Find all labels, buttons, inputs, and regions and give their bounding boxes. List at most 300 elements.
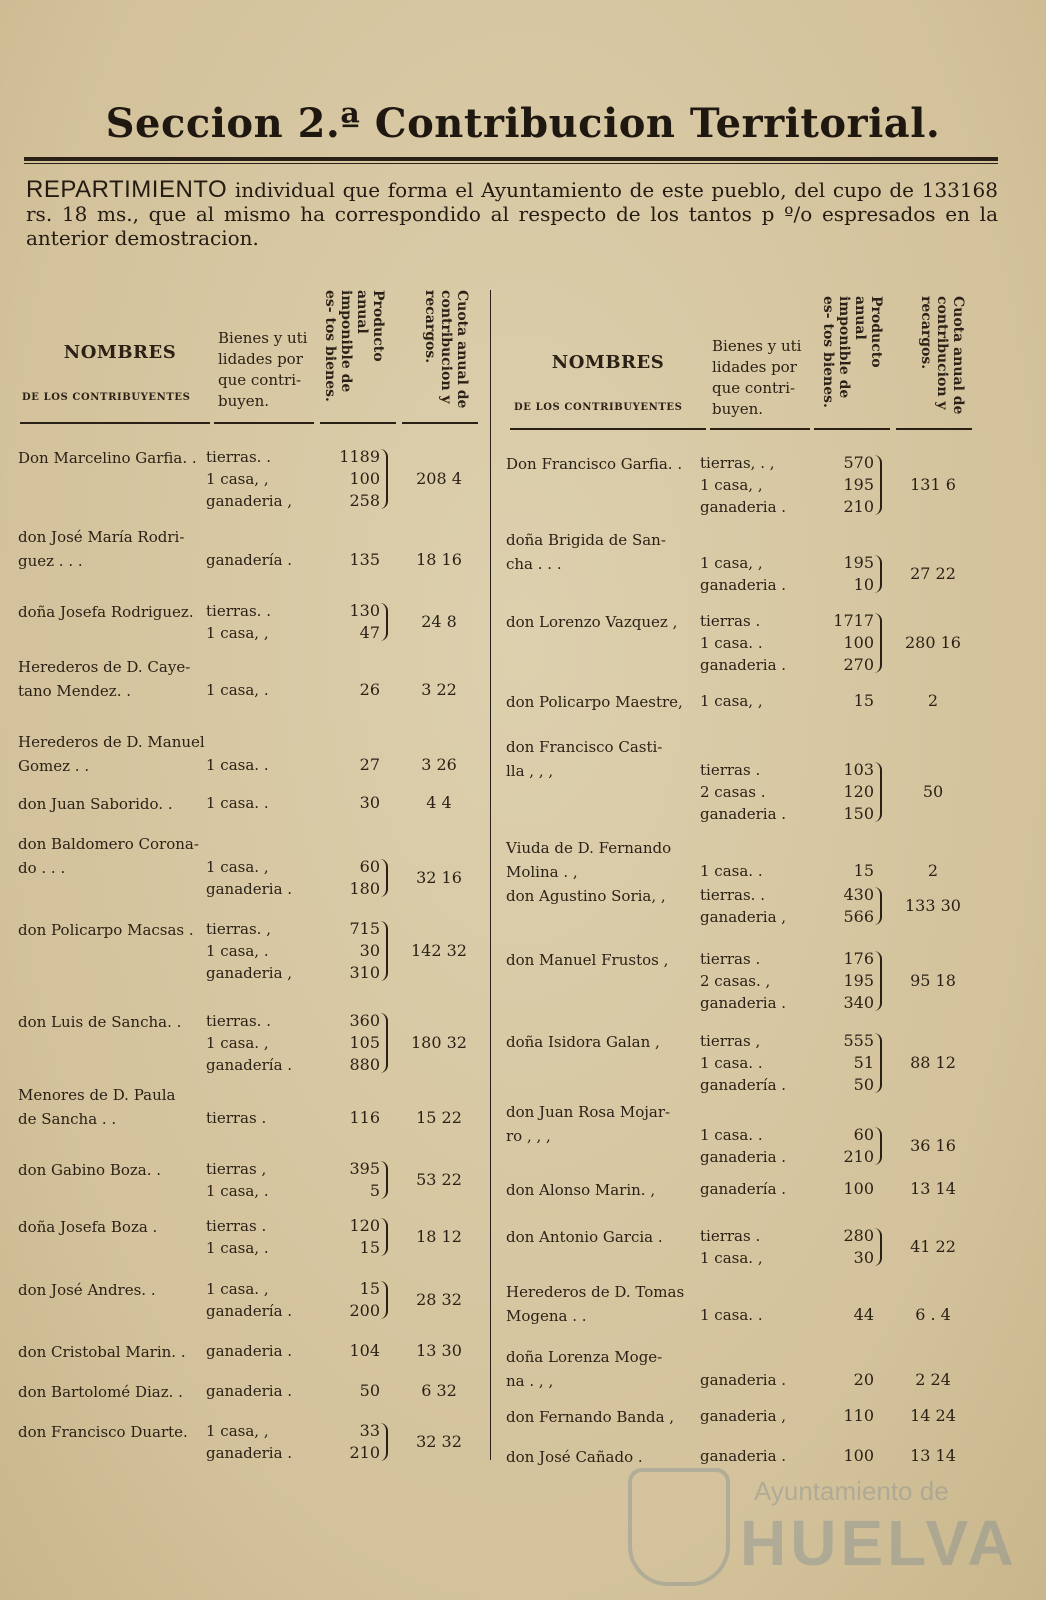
name-line: don Francisco Casti-	[506, 738, 663, 756]
intro-lead: REPARTIMIENTO	[26, 176, 228, 203]
product-value: 566	[843, 907, 874, 926]
watermark	[628, 1458, 1028, 1588]
left-product-values	[334, 1158, 380, 1202]
name-line: na . , ,	[506, 1372, 554, 1390]
product-value: 1717	[833, 611, 874, 630]
left-header-rule	[402, 422, 478, 424]
product-value: 176	[843, 949, 874, 968]
product-value: 570	[843, 453, 874, 472]
name-line: Herederos de D. Caye-	[18, 658, 191, 676]
brace-mark	[874, 1127, 882, 1165]
name-line: don José Andres. .	[18, 1281, 156, 1299]
product-value: 60	[853, 1125, 874, 1144]
left-tax-amount: 3 26	[421, 755, 457, 774]
name-line: doña Brigida de San-	[506, 531, 666, 549]
goods-line: tierras. .	[206, 1012, 271, 1030]
name-line: don Lorenzo Vazquez ,	[506, 613, 678, 631]
right-goods	[700, 860, 763, 882]
goods-line: 2 casas .	[700, 783, 766, 801]
right-contributor-name	[506, 1030, 660, 1054]
title-rule	[24, 157, 998, 161]
name-line: don Francisco Duarte.	[18, 1423, 188, 1441]
product-value: 210	[843, 497, 874, 516]
product-value: 50	[853, 1075, 874, 1094]
right-contributor-name	[506, 610, 677, 634]
left-contributor-name	[18, 1340, 186, 1364]
right-goods	[700, 1304, 763, 1326]
right-contributor-name	[506, 1178, 655, 1202]
goods-line: ganaderia ,	[700, 1407, 787, 1425]
left-goods	[206, 754, 269, 776]
right-product-values	[828, 1030, 874, 1096]
brace-mark	[380, 1161, 388, 1199]
right-tax-amount: 95 18	[910, 971, 956, 990]
bienes-line: Bienes y uti	[218, 329, 308, 347]
product-value: 47	[359, 623, 380, 642]
left-product-values	[334, 1380, 380, 1402]
left-product-values	[334, 792, 380, 814]
product-value: 100	[349, 469, 380, 488]
left-contributor-name	[18, 446, 197, 470]
right-goods	[700, 1445, 786, 1467]
goods-line: tierras. .	[206, 602, 271, 620]
left-contributor-name	[18, 1278, 156, 1302]
product-value: 30	[359, 793, 380, 812]
name-line: don Agustino Soria, ,	[506, 887, 666, 905]
product-value: 30	[359, 941, 380, 960]
goods-line: ganaderia .	[206, 1342, 293, 1360]
right-tax-amount: 27 22	[910, 564, 956, 583]
left-product-values	[334, 1010, 380, 1076]
name-line: don Policarpo Maestre,	[506, 693, 683, 711]
name-line: ro , , ,	[506, 1127, 551, 1145]
left-goods	[206, 1010, 292, 1076]
right-product-values	[828, 690, 874, 712]
left-goods	[206, 1158, 269, 1202]
name-line: don Fernando Banda ,	[506, 1408, 675, 1426]
product-value: 555	[843, 1031, 874, 1050]
left-contributor-name	[18, 918, 194, 942]
left-goods	[206, 1420, 292, 1464]
brace-mark	[874, 887, 882, 925]
brace-mark	[380, 603, 388, 641]
product-value: 360	[349, 1011, 380, 1030]
bienes-line: que contri-	[218, 371, 302, 389]
right-header-names: NOMBRES	[551, 352, 665, 373]
goods-line: 1 casa, .	[206, 1182, 269, 1200]
right-tax-amount: 2	[927, 691, 939, 710]
left-product-values	[334, 1215, 380, 1259]
product-value: 280	[843, 1226, 874, 1245]
goods-line: ganaderia .	[700, 994, 787, 1012]
goods-line: 1 casa, .	[206, 681, 269, 699]
product-value: 120	[843, 782, 874, 801]
brace-mark	[874, 951, 882, 1011]
name-line: Viuda de D. Fernando	[506, 839, 672, 857]
left-goods	[206, 792, 269, 814]
right-header-rule	[896, 428, 972, 430]
right-goods	[700, 1178, 786, 1200]
goods-line: tierras .	[700, 612, 761, 630]
product-value: 15	[359, 1238, 380, 1257]
goods-line: tierras, . ,	[700, 454, 775, 472]
right-tax-amount: 280 16	[905, 633, 961, 652]
brace-mark	[380, 1218, 388, 1256]
left-product-values	[334, 1340, 380, 1362]
left-contributor-name	[18, 655, 190, 703]
right-tax-amount: 88 12	[910, 1053, 956, 1072]
right-product-values	[828, 610, 874, 676]
right-goods	[700, 610, 786, 676]
left-goods	[206, 1340, 292, 1362]
name-line: don Juan Rosa Mojar-	[506, 1103, 671, 1121]
product-value: 100	[843, 1179, 874, 1198]
brace-mark	[380, 1423, 388, 1461]
product-value: 258	[349, 491, 380, 510]
left-contributor-name	[18, 1158, 161, 1182]
name-line: Don Marcelino Garfia. .	[18, 449, 197, 467]
left-goods	[206, 1278, 292, 1322]
product-value: 26	[359, 680, 380, 699]
name-line: Mogena . .	[506, 1307, 587, 1325]
left-header-bienes	[218, 328, 307, 412]
right-goods	[700, 1124, 786, 1168]
left-tax-amount: 3 22	[421, 680, 457, 699]
name-line: don Baldomero Corona-	[18, 835, 199, 853]
goods-line: ganaderia .	[700, 1148, 787, 1166]
name-line: don Policarpo Macsas .	[18, 921, 194, 939]
product-value: 15	[853, 691, 874, 710]
product-value: 340	[843, 993, 874, 1012]
brace-mark	[380, 1281, 388, 1319]
left-tax-amount: 142 32	[411, 941, 467, 960]
goods-line: 1 casa. .	[700, 862, 763, 880]
name-line: do . . .	[18, 859, 66, 877]
right-goods	[700, 884, 786, 928]
right-contributor-name	[506, 1100, 670, 1148]
right-goods	[700, 1225, 763, 1269]
left-product-values	[334, 1278, 380, 1322]
product-value: 200	[349, 1301, 380, 1320]
product-value: 30	[853, 1248, 874, 1267]
name-line: don Alonso Marin. ,	[506, 1181, 656, 1199]
product-value: 100	[843, 1446, 874, 1465]
goods-line: 1 casa. ,	[206, 858, 269, 876]
right-product-values	[828, 1304, 874, 1326]
brace-mark	[380, 1013, 388, 1073]
right-goods	[700, 948, 786, 1014]
name-line: don Cristobal Marin. .	[18, 1343, 186, 1361]
goods-line: ganaderia .	[700, 1447, 787, 1465]
right-goods	[700, 1369, 786, 1391]
left-contributor-name	[18, 792, 173, 816]
name-line: Don Francisco Garfia. .	[506, 455, 683, 473]
left-tax-amount: 18 12	[416, 1227, 462, 1246]
product-value: 430	[843, 885, 874, 904]
right-header-producto: Producto anual imponible de es- tos bienes.	[820, 296, 884, 408]
bienes-line: buyen.	[218, 392, 270, 410]
name-line: Menores de D. Paula	[18, 1086, 176, 1104]
goods-line: tierras .	[700, 1227, 761, 1245]
left-goods	[206, 918, 292, 984]
goods-line: ganadería .	[700, 1180, 787, 1198]
brace-mark	[380, 921, 388, 981]
goods-line: ganadería .	[206, 1302, 293, 1320]
right-tax-amount: 41 22	[910, 1237, 956, 1256]
brace-mark	[380, 859, 388, 897]
left-product-values	[334, 754, 380, 776]
name-line: tano Mendez. .	[18, 682, 132, 700]
name-line: doña Josefa Boza .	[18, 1218, 158, 1236]
product-value: 44	[853, 1305, 874, 1324]
product-value: 20	[853, 1370, 874, 1389]
left-header-producto: Producto anual imponible de es- tos bienes.	[322, 290, 386, 402]
product-value: 103	[843, 760, 874, 779]
left-tax-amount: 6 32	[421, 1381, 457, 1400]
right-header-cuota: Cuota anual de contribucion y recargos.	[918, 296, 966, 415]
product-value: 130	[349, 601, 380, 620]
right-contributor-name	[506, 1405, 674, 1429]
goods-line: 1 casa, ,	[206, 1422, 269, 1440]
right-product-values	[828, 452, 874, 518]
product-value: 110	[843, 1406, 874, 1425]
product-value: 195	[843, 475, 874, 494]
goods-line: 1 casa. .	[206, 794, 269, 812]
right-product-values	[828, 1225, 874, 1269]
brace-mark	[874, 455, 882, 515]
right-tax-amount: 2	[927, 861, 939, 880]
product-value: 50	[359, 1381, 380, 1400]
goods-line: 1 casa. .	[700, 634, 763, 652]
right-product-values	[828, 860, 874, 882]
watermark-line2: HUELVA	[740, 1507, 1018, 1579]
goods-line: tierras. ,	[206, 920, 271, 938]
left-tax-amount: 28 32	[416, 1290, 462, 1309]
name-line: don Bartolomé Diaz. .	[18, 1383, 183, 1401]
goods-line: ganaderia .	[700, 1371, 787, 1389]
product-value: 15	[359, 1279, 380, 1298]
product-value: 116	[349, 1108, 380, 1127]
goods-line: ganaderia ,	[700, 908, 787, 926]
goods-line: 1 casa. ,	[206, 1034, 269, 1052]
brace-mark	[874, 1033, 882, 1093]
product-value: 135	[349, 550, 380, 569]
right-contributor-name	[506, 1345, 662, 1393]
name-line: guez . . .	[18, 552, 83, 570]
name-line: don Gabino Boza. .	[18, 1161, 162, 1179]
left-product-values	[334, 1420, 380, 1464]
right-contributor-name	[506, 452, 682, 476]
right-contributor-name	[506, 735, 662, 783]
left-contributor-name	[18, 832, 199, 880]
name-line: don José María Rodri-	[18, 528, 185, 546]
name-line: Molina . ,	[506, 863, 578, 881]
product-value: 880	[349, 1055, 380, 1074]
intro-text: individual que forma el Ayuntamiento de este pueblo, del cupo de 133168 rs. 18 ms., que al mismo ha correspondido al respecto de los tantos p º/o espresados en la anterior demostracion.	[26, 178, 998, 250]
goods-line: 1 casa. .	[700, 1126, 763, 1144]
goods-line: ganadería .	[700, 1076, 787, 1094]
goods-line: ganaderia ,	[206, 964, 293, 982]
goods-line: tierras .	[206, 1109, 267, 1127]
goods-line: ganaderia .	[206, 1382, 293, 1400]
goods-line: 1 casa. ,	[206, 1280, 269, 1298]
brace-mark	[874, 613, 882, 673]
right-contributor-name	[506, 1280, 684, 1328]
product-value: 395	[349, 1159, 380, 1178]
left-header-cuota: Cuota anual de contribucion y recargos.	[422, 290, 470, 409]
left-tax-amount: 32 32	[416, 1432, 462, 1451]
right-contributor-name	[506, 884, 666, 908]
product-value: 10	[853, 575, 874, 594]
right-header-rule	[814, 428, 890, 430]
goods-line: 2 casas. ,	[700, 972, 771, 990]
goods-line: 1 casa, ,	[700, 554, 763, 572]
left-tax-amount: 53 22	[416, 1170, 462, 1189]
bienes-line: lidades por	[712, 358, 797, 376]
product-value: 33	[359, 1421, 380, 1440]
name-line: don Juan Saborido. .	[18, 795, 173, 813]
brace-mark	[874, 762, 882, 822]
right-contributor-name	[506, 690, 683, 714]
goods-line: ganaderia .	[206, 1444, 293, 1462]
left-header-rule	[320, 422, 396, 424]
product-value: 105	[349, 1033, 380, 1052]
title-rule-thin	[24, 163, 998, 164]
left-contributor-name	[18, 730, 205, 778]
goods-line: 1 casa, ,	[700, 476, 763, 494]
right-header-bienes	[712, 336, 801, 420]
name-line: doña Josefa Rodriguez.	[18, 603, 194, 621]
right-header-rule	[710, 428, 810, 430]
name-line: Herederos de D. Tomas	[506, 1283, 685, 1301]
goods-line: tierras. .	[700, 886, 765, 904]
right-tax-amount: 14 24	[910, 1406, 956, 1425]
right-product-values	[828, 552, 874, 596]
left-product-values	[334, 918, 380, 984]
product-value: 60	[359, 857, 380, 876]
right-contributor-name	[506, 948, 668, 972]
left-goods	[206, 1215, 269, 1259]
right-product-values	[828, 948, 874, 1014]
left-goods	[206, 1107, 266, 1129]
right-contributor-name	[506, 1445, 643, 1469]
right-tax-amount: 13 14	[910, 1446, 956, 1465]
name-line: don Antonio Garcia .	[506, 1228, 663, 1246]
right-goods	[700, 759, 786, 825]
right-tax-amount: 13 14	[910, 1179, 956, 1198]
left-contributor-name	[18, 525, 184, 573]
right-tax-amount: 131 6	[910, 475, 956, 494]
right-contributor-name	[506, 836, 671, 884]
name-line: don Luis de Sancha. .	[18, 1013, 182, 1031]
right-tax-amount: 36 16	[910, 1136, 956, 1155]
name-line: lla , , ,	[506, 762, 554, 780]
goods-line: ganadería .	[206, 551, 293, 569]
bienes-line: lidades por	[218, 350, 303, 368]
product-value: 150	[843, 804, 874, 823]
bienes-line: Bienes y uti	[712, 337, 802, 355]
product-value: 120	[349, 1216, 380, 1235]
goods-line: ganaderia .	[700, 576, 787, 594]
left-header-names: NOMBRES	[63, 342, 177, 363]
goods-line: tierras .	[700, 950, 761, 968]
right-contributor-name	[506, 1225, 663, 1249]
product-value: 27	[359, 755, 380, 774]
left-contributor-name	[18, 1380, 183, 1404]
product-value: 15	[853, 861, 874, 880]
right-tax-amount: 2 24	[915, 1370, 951, 1389]
left-contributor-name	[18, 1420, 188, 1444]
left-product-values	[334, 600, 380, 644]
left-product-values	[334, 679, 380, 701]
goods-line: tierras .	[206, 1217, 267, 1235]
name-line: doña Lorenza Moge-	[506, 1348, 663, 1366]
product-value: 1189	[339, 447, 380, 466]
name-line: don José Cañado .	[506, 1448, 643, 1466]
goods-line: 1 casa, ,	[700, 692, 763, 710]
left-tax-amount: 13 30	[416, 1341, 462, 1360]
goods-line: tierras. .	[206, 448, 271, 466]
name-line: Herederos de D. Manuel	[18, 733, 205, 751]
left-tax-amount: 18 16	[416, 550, 462, 569]
right-header-rule	[510, 428, 706, 430]
goods-line: 1 casa, ,	[206, 470, 269, 488]
right-header-names-sub: DE LOS CONTRIBUYENTES	[514, 402, 683, 413]
page-title: Seccion 2.ª Contribucion Territorial.	[105, 100, 941, 147]
left-contributor-name	[18, 1215, 157, 1239]
left-goods	[206, 549, 292, 571]
brace-mark	[874, 555, 882, 593]
left-goods	[206, 600, 271, 644]
right-tax-amount: 133 30	[905, 896, 961, 915]
brace-mark	[380, 449, 388, 509]
left-contributor-name	[18, 1010, 181, 1034]
name-line: de Sancha . .	[18, 1110, 117, 1128]
right-product-values	[828, 759, 874, 825]
intro-paragraph	[26, 178, 998, 250]
right-tax-amount: 50	[922, 782, 944, 801]
right-contributor-name	[506, 528, 666, 576]
product-value: 195	[843, 971, 874, 990]
goods-line: 1 casa. .	[206, 756, 269, 774]
column-divider	[490, 290, 491, 1460]
left-tax-amount: 24 8	[421, 612, 457, 631]
goods-line: tierras .	[700, 761, 761, 779]
name-line: don Manuel Frustos ,	[506, 951, 669, 969]
coat-of-arms-icon	[628, 1468, 730, 1586]
right-goods	[700, 690, 763, 712]
product-value: 180	[349, 879, 380, 898]
left-tax-amount: 4 4	[426, 793, 452, 812]
right-product-values	[828, 1124, 874, 1168]
goods-line: 1 casa, ,	[206, 624, 269, 642]
left-goods	[206, 679, 269, 701]
product-value: 715	[349, 919, 380, 938]
left-product-values	[334, 856, 380, 900]
right-product-values	[828, 1178, 874, 1200]
product-value: 5	[369, 1181, 380, 1200]
goods-line: ganaderia .	[206, 880, 293, 898]
watermark-line1: Ayuntamiento de	[754, 1476, 949, 1506]
product-value: 270	[843, 655, 874, 674]
goods-line: ganaderia .	[700, 805, 787, 823]
left-contributor-name	[18, 600, 194, 624]
goods-line: ganadería .	[206, 1056, 293, 1074]
product-value: 210	[843, 1147, 874, 1166]
brace-mark	[874, 1228, 882, 1266]
right-goods	[700, 552, 786, 596]
goods-line: 1 casa. .	[700, 1306, 763, 1324]
